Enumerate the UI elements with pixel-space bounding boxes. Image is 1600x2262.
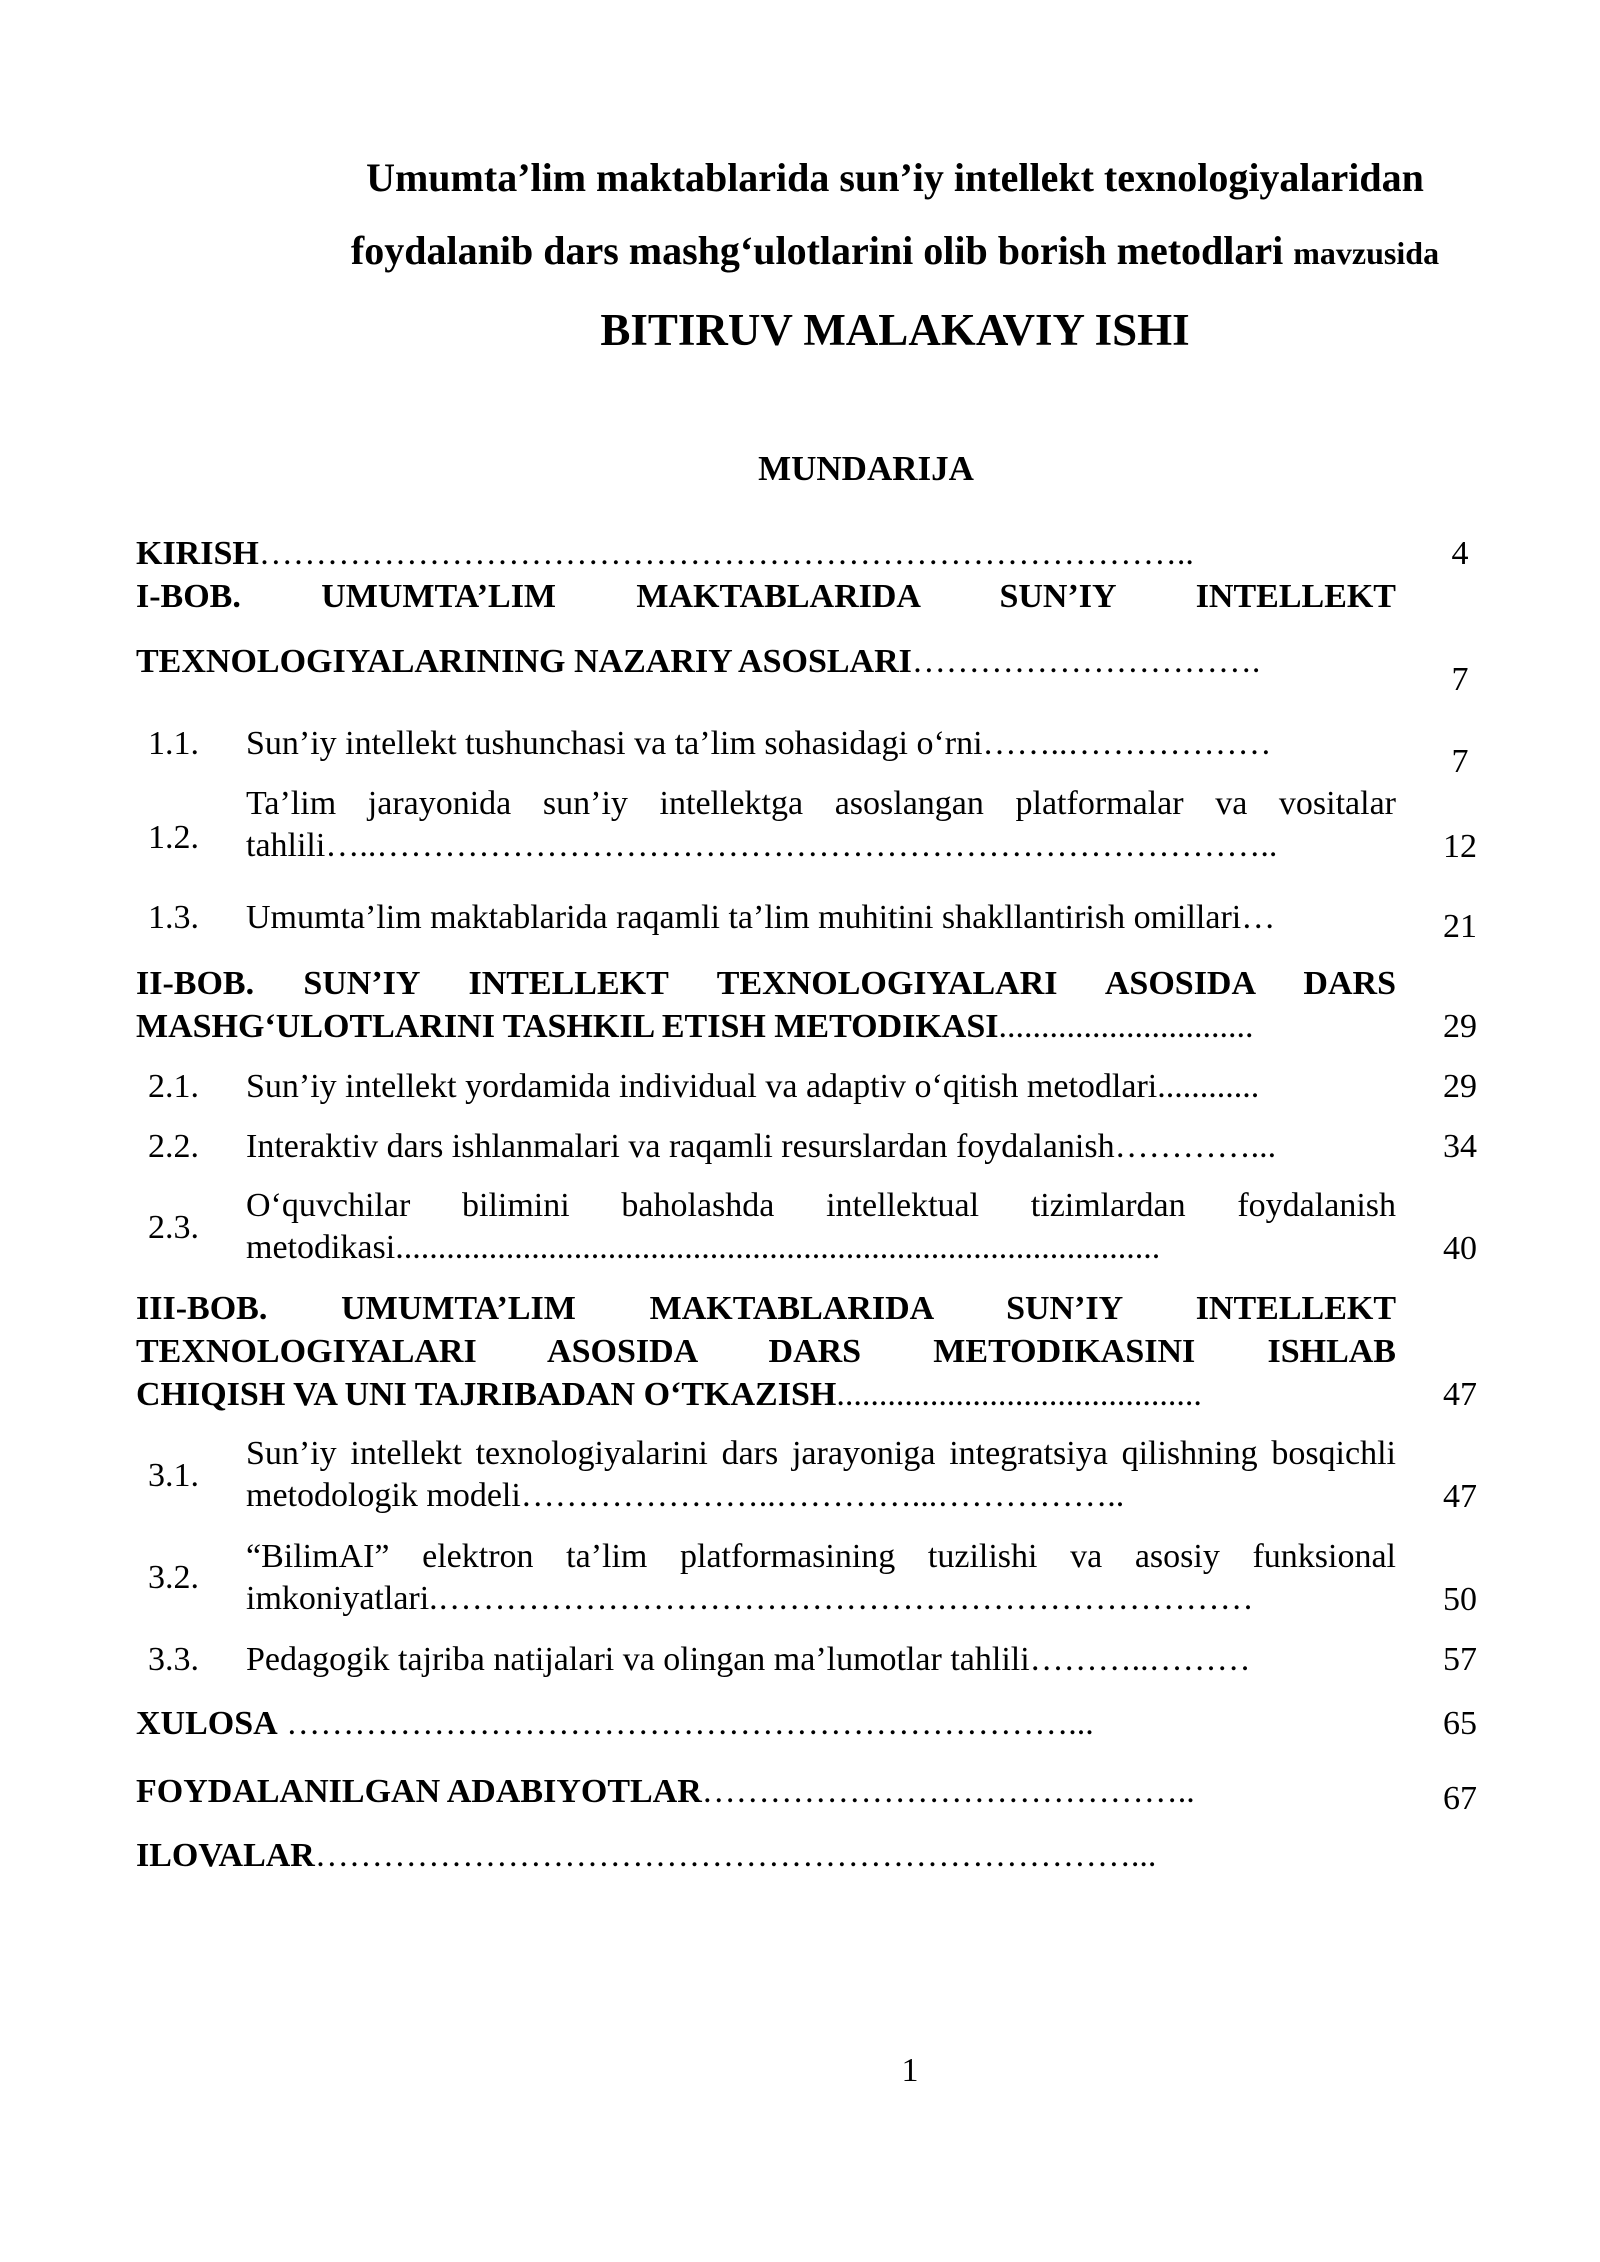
toc-leader-dots: ……………………………………………………………... (277, 1705, 1094, 1742)
toc-section-number: 3.3. (148, 1641, 199, 1678)
toc-page-number: 12 (1443, 828, 1477, 865)
toc-entry-label: CHIQISH VA UNI TAJRIBADAN O‘TKAZISH (136, 1376, 837, 1413)
toc-leader-dots: ………………………………………………………………... (314, 1837, 1157, 1874)
toc-entry-section-1-1: Sun’iy intellekt tushunchasi va ta’lim sohasidagi o‘rni……..……………… (246, 725, 1272, 762)
toc-section-number: 2.2. (148, 1128, 199, 1165)
toc-page-number: 34 (1443, 1128, 1477, 1165)
page-number: 1 (901, 2052, 919, 2089)
toc-heading: MUNDARIJA (758, 449, 974, 488)
toc-page-number: 67 (1443, 1780, 1477, 1817)
toc-entry-chapter-2-line-2 (136, 1006, 1396, 1048)
toc-entry-chapter-1-line-1: I-BOB. UMUMTA’LIM MAKTABLARIDA SUN’IY INTELLEKT (136, 578, 1396, 615)
toc-entry-section-1-3: Umumta’lim maktablarida raqamli ta’lim muhitini shakllantirish omillari… (246, 899, 1276, 936)
toc-page-number: 7 (1451, 661, 1469, 698)
toc-entry-chapter-1-line-2 (136, 641, 1396, 683)
toc-entry-chapter-3-line-2: TEXNOLOGIYALARI ASOSIDA DARS METODIKASINI ISHLAB (136, 1333, 1396, 1370)
toc-section-number: 2.1. (148, 1068, 199, 1105)
toc-leader-dots: .............................. (998, 1008, 1254, 1045)
toc-section-number: 2.3. (148, 1209, 199, 1246)
toc-entry-section-1-2: Ta’lim jarayonida sun’iy intellektga asoslangan platformalar va vositalar tahlili…..…………………………………………………………………….. (246, 785, 1396, 864)
document-title-line-1: Umumta’lim maktablarida sun’iy intellekt texnologiyalaridan (366, 155, 1424, 200)
toc-page-number: 47 (1443, 1478, 1477, 1515)
toc-page-number: 7 (1451, 743, 1469, 780)
toc-page-number: 29 (1443, 1008, 1477, 1045)
toc-entry-chapter-3-line-1: III-BOB. UMUMTA’LIM MAKTABLARIDA SUN’IY INTELLEKT (136, 1290, 1396, 1327)
toc-entry-label: ILOVALAR (136, 1837, 315, 1874)
toc-entry-chapter-3-line-3 (136, 1374, 1396, 1416)
toc-entry-section-2-2: Interaktiv dars ishlanmalari va raqamli resurslardan foydalanish…………... (246, 1128, 1277, 1165)
toc-entry-kirish (136, 533, 1396, 575)
toc-section-number: 1.2. (148, 819, 199, 856)
toc-leader-dots: …………………………………….. (701, 1773, 1195, 1810)
toc-section-number: 1.3. (148, 899, 199, 936)
document-title-line-2 (0, 227, 1600, 277)
toc-page-number: 40 (1443, 1230, 1477, 1267)
toc-entry-label: TEXNOLOGIYALARINING NAZARIY ASOSLARI (136, 643, 912, 680)
title-line-2-suffix: mavzusida (1293, 235, 1440, 271)
toc-page-number: 47 (1443, 1376, 1477, 1413)
toc-entry-xulosa (136, 1703, 1396, 1745)
toc-page-number: 57 (1443, 1641, 1477, 1678)
toc-entry-section-3-2: “BilimAI” elektron ta’lim platformasining tuzilishi va asosiy funksional imkoniyatlari.……………………………………………………………… (246, 1538, 1396, 1617)
toc-entry-label: MASHG‘ULOTLARINI TASHKIL ETISH METODIKASI (136, 1008, 999, 1045)
toc-entry-section-2-1: Sun’iy intellekt yordamida individual va adaptiv o‘qitish metodlari............ (246, 1068, 1260, 1105)
toc-page-number: 4 (1451, 535, 1469, 572)
toc-entry-chapter-2-line-1: II-BOB. SUN’IY INTELLEKT TEXNOLOGIYALARI ASOSIDA DARS (136, 965, 1396, 1002)
toc-leader-dots: …………………………. (911, 643, 1261, 680)
toc-leader-dots: ……………………………………………………………………….. (258, 535, 1194, 572)
toc-section-number: 1.1. (148, 725, 199, 762)
toc-entry-label: KIRISH (136, 535, 259, 572)
toc-page-number: 29 (1443, 1068, 1477, 1105)
document-type-heading: BITIRUV MALAKAVIY ISHI (600, 305, 1190, 355)
toc-entry-appendices (136, 1835, 1396, 1877)
title-line-2-main: foydalanib dars mashg‘ulotlarini olib borish metodlari (350, 228, 1284, 273)
toc-entry-section-2-3: O‘quvchilar bilimini baholashda intellektual tizimlardan foydalanish metodikasi.......................................................................................... (246, 1187, 1396, 1266)
toc-page-number: 65 (1443, 1705, 1477, 1742)
toc-entry-references (136, 1771, 1396, 1813)
toc-entry-section-3-3: Pedagogik tajriba natijalari va olingan ma’lumotlar tahlili………..……… (246, 1641, 1251, 1678)
toc-section-number: 3.1. (148, 1457, 199, 1494)
toc-entry-section-3-1: Sun’iy intellekt texnologiyalarini dars jarayoniga integratsiya qilishning bosqichli metodologik modeli…………………..…………...…………….. (246, 1435, 1396, 1514)
toc-page-number: 21 (1443, 908, 1477, 945)
toc-leader-dots: ........................................... (836, 1376, 1202, 1413)
toc-page-number: 50 (1443, 1581, 1477, 1618)
toc-section-number: 3.2. (148, 1559, 199, 1596)
toc-entry-label: XULOSA (136, 1705, 278, 1742)
toc-entry-label: FOYDALANILGAN ADABIYOTLAR (136, 1773, 702, 1810)
